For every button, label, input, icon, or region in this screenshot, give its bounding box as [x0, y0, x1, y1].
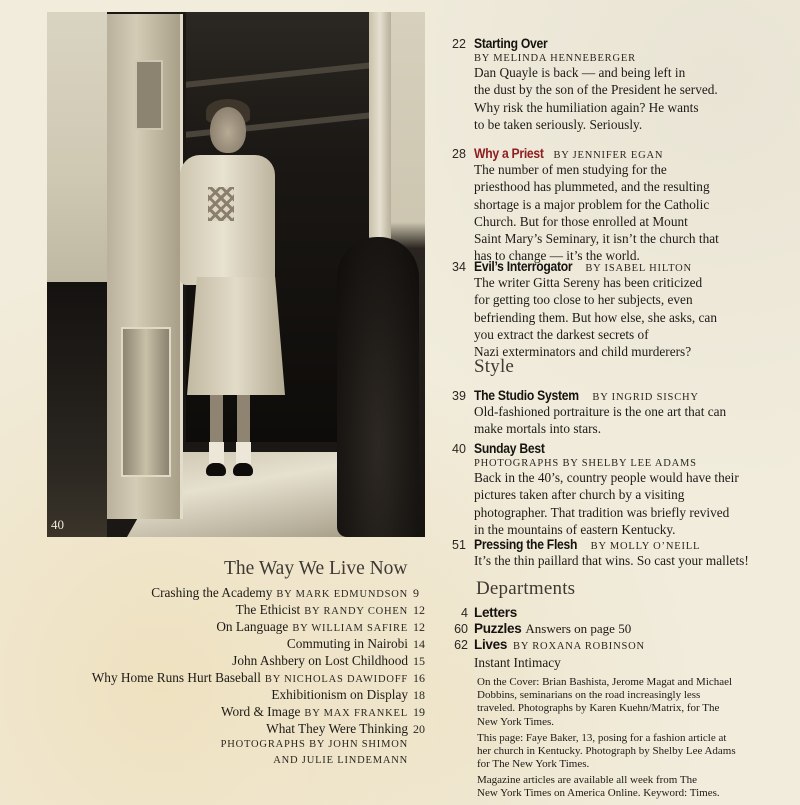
page-number: 14 [413, 637, 425, 651]
cover-credit: On the Cover: Brian Bashista, Jerome Magat and Michael Dobbins, seminarians on the road increasingly less traveled. Photographs by Karen Kuehn/Matrix, for The New York Times. [477, 676, 733, 728]
photo-girl-skirt [187, 277, 285, 395]
style-entry[interactable] [452, 537, 797, 569]
wwln-title[interactable]: Crashing the Academy [151, 585, 273, 600]
wwln-entry[interactable] [271, 687, 408, 703]
page-number: 39 [452, 389, 466, 403]
page-number: 12 [413, 603, 425, 617]
wwln-entry[interactable] [232, 653, 408, 669]
photo-door-handle [135, 60, 163, 130]
wwln-entry[interactable] [287, 636, 408, 652]
style-entry[interactable] [452, 441, 797, 538]
cover-photo [47, 12, 425, 537]
section-heading-style: Style [474, 356, 515, 377]
style-title[interactable]: Pressing the Flesh [474, 537, 578, 552]
byline: PHOTOGRAPHS BY SHELBY LEE ADAMS [474, 458, 697, 469]
wwln-title[interactable]: What They Were Thinking [266, 721, 408, 736]
photo-sweater-pattern [208, 187, 234, 221]
wwln-title[interactable]: On Language [216, 619, 289, 634]
photo-shoe [206, 463, 226, 476]
style-description: It’s the thin paillard that wins. So cast your mallets! [474, 553, 749, 568]
photo-shoe [233, 463, 253, 476]
byline: BY RANDY COHEN [304, 606, 408, 617]
page-number: 22 [452, 37, 466, 51]
wwln-title[interactable]: Exhibitionism on Display [271, 687, 408, 702]
photo-dark-corner [47, 282, 107, 537]
department-entry-letters[interactable] [452, 605, 517, 620]
department-subtitle: Instant Intimacy [474, 655, 561, 670]
feature-description: Dan Quayle is back — and being left in the dust by the son of the President he served. Why risk the humiliation again? He wants to be taken seriously. Seriously. [474, 65, 718, 132]
page-number: 18 [413, 688, 425, 702]
wwln-entry[interactable] [236, 602, 408, 618]
byline: BY NICHOLAS DAWIDOFF [264, 674, 408, 685]
page-number: 20 [413, 722, 425, 736]
feature-description: The writer Gitta Sereny has been criticized for getting too close to her subjects, even befriending them. But how else, she asks, can you extract the darkest secrets of Nazi exterminators and child murderers? [474, 275, 717, 360]
page-number: 40 [452, 442, 466, 456]
wwln-entry[interactable] [151, 585, 408, 601]
byline: BY WILLIAM SAFIRE [292, 623, 408, 634]
byline: BY MOLLY O’NEILL [590, 541, 701, 552]
department-title[interactable]: Lives [474, 637, 508, 652]
wwln-title[interactable]: Word & Image [220, 704, 301, 719]
page-number: 60 [454, 622, 468, 636]
feature-title[interactable]: Evil’s Interrogator [474, 259, 573, 274]
wwln-title[interactable]: Commuting in Nairobi [286, 636, 408, 651]
page-number: 28 [452, 147, 466, 161]
page-number: 12 [413, 620, 425, 634]
byline: BY MAX FRANKEL [304, 708, 408, 719]
wwln-title[interactable]: John Ashbery on Lost Childhood [232, 653, 408, 668]
byline: BY ROXANA ROBINSON [513, 641, 645, 652]
photo-credit: This page: Faye Baker, 13, posing for a fashion article at her church in Kentucky. Photograph by Shelby Lee Adams for The New York Times. [477, 732, 736, 771]
photo-wall-left [47, 12, 107, 282]
style-description: Back in the 40’s, country people would have their pictures taken after church by a visiting photographer. That tradition was briefly revived in the mountains of eastern Kentucky. [474, 470, 739, 537]
byline: BY MARK EDMUNDSON [276, 589, 408, 600]
byline: BY JENNIFER EGAN [553, 150, 664, 161]
feature-title[interactable]: Starting Over [474, 36, 548, 51]
page-number: 62 [454, 638, 468, 652]
feature-description: The number of men studying for the priesthood has plummeted, and the resulting shortage is a major problem for the Catholic Church. But for those enrolled at Mount Saint Mary’s Seminary, it isn’t the church that has to change — it’s the world. [474, 162, 719, 264]
photo-sock [209, 442, 224, 464]
page-number: 9 [413, 586, 419, 600]
page-number: 34 [452, 260, 466, 274]
photo-girl-face [210, 107, 246, 153]
wwln-entry[interactable] [266, 721, 408, 737]
wwln-photo-credit: AND JULIE LINDEMANN [273, 755, 408, 766]
byline: BY MELINDA HENNEBERGER [474, 53, 636, 64]
style-description: Old-fashioned portraiture is the one art that can make mortals into stars. [474, 404, 727, 437]
section-heading-departments: Departments [476, 578, 576, 599]
photo-sock [236, 442, 251, 464]
byline: BY INGRID SISCHY [592, 392, 699, 403]
page-number: 15 [413, 654, 425, 668]
byline: BY ISABEL HILTON [585, 263, 692, 274]
feature-entry[interactable] [452, 146, 797, 265]
department-entry-puzzles[interactable] [452, 621, 631, 637]
style-entry[interactable] [452, 388, 797, 438]
wwln-entry[interactable] [92, 670, 408, 686]
wwln-entry[interactable] [221, 704, 408, 720]
photo-guitar-case [337, 237, 419, 537]
section-heading-way-we-live-now: The Way We Live Now [224, 558, 408, 579]
feature-entry[interactable] [452, 36, 797, 133]
page-number: 16 [413, 671, 425, 685]
style-title[interactable]: The Studio System [474, 388, 579, 403]
wwln-title[interactable]: The Ethicist [235, 602, 301, 617]
feature-entry[interactable] [452, 259, 797, 360]
department-entry-lives[interactable] [452, 637, 645, 652]
wwln-entry[interactable] [216, 619, 408, 635]
department-note: Answers on page 50 [525, 621, 632, 636]
department-title[interactable]: Letters [474, 605, 517, 620]
style-title[interactable]: Sunday Best [474, 441, 545, 456]
photo-page-number: 40 [51, 517, 64, 532]
page-number: 4 [461, 606, 468, 620]
photo-door-panel [121, 327, 171, 477]
page-number: 19 [413, 705, 425, 719]
feature-title[interactable]: Why a Priest [474, 146, 544, 161]
department-title[interactable]: Puzzles [474, 621, 522, 636]
online-note: Magazine articles are available all week from The New York Times on America Online. Keyword: Times. [477, 774, 720, 800]
wwln-photo-credit: PHOTOGRAPHS BY JOHN SHIMON [220, 739, 408, 750]
page-number: 51 [452, 538, 466, 552]
wwln-title[interactable]: Why Home Runs Hurt Baseball [91, 670, 261, 685]
